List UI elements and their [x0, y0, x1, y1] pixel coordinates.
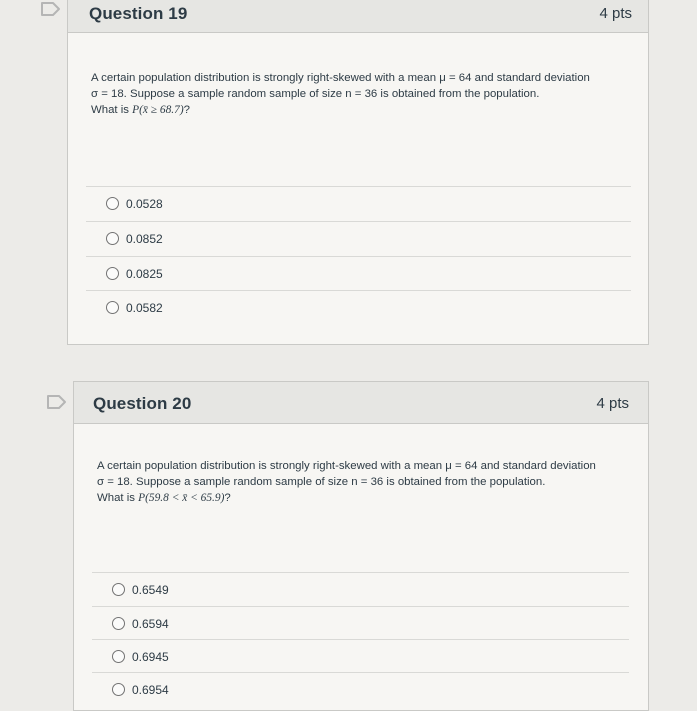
question-text-line — [97, 490, 596, 506]
answer-label: 0.6594 — [132, 616, 169, 631]
answer-option[interactable] — [92, 606, 629, 640]
answer-label: 0.0852 — [126, 231, 163, 246]
question-text-line: σ = 18. Suppose a sample random sample of size n = 36 is obtained from the population. — [91, 88, 540, 100]
question-mark: ? — [224, 492, 231, 504]
question-mark: ? — [183, 104, 190, 116]
answer-option[interactable] — [86, 221, 631, 255]
answer-label: 0.6549 — [132, 582, 169, 597]
answer-label: 0.0582 — [126, 300, 163, 315]
question-points: 4 pts — [599, 5, 632, 22]
radio-button[interactable] — [112, 617, 125, 630]
question-points: 4 pts — [596, 395, 629, 412]
radio-button[interactable] — [106, 301, 119, 314]
flag-icon[interactable] — [46, 394, 68, 410]
question-header — [68, 0, 648, 33]
question-header — [74, 382, 648, 424]
answer-option[interactable] — [92, 672, 629, 706]
question-text — [97, 458, 596, 506]
answer-option[interactable] — [92, 639, 629, 673]
radio-button[interactable] — [106, 197, 119, 210]
question-text — [91, 70, 590, 118]
answer-option[interactable] — [86, 290, 631, 324]
radio-button[interactable] — [112, 583, 125, 596]
question-card-20 — [73, 381, 649, 711]
question-text-line: A certain population distribution is strongly right-skewed with a mean μ = 64 and standard deviation — [91, 72, 590, 84]
question-title: Question 20 — [93, 394, 192, 413]
answer-label: 0.0528 — [126, 196, 163, 211]
probability-expression: P(59.8 < x̄ < 65.9) — [138, 492, 225, 504]
answer-label: 0.0825 — [126, 266, 163, 281]
radio-button[interactable] — [106, 232, 119, 245]
answer-option[interactable] — [92, 572, 629, 606]
question-text-line — [91, 102, 590, 118]
answer-option[interactable] — [86, 186, 631, 220]
radio-button[interactable] — [112, 650, 125, 663]
answer-label: 0.6954 — [132, 682, 169, 697]
question-prompt: What is — [91, 104, 133, 116]
probability-expression: P(x̄ ≥ 68.7) — [132, 104, 184, 116]
question-text-line: A certain population distribution is strongly right-skewed with a mean μ = 64 and standard deviation — [97, 460, 596, 472]
radio-button[interactable] — [112, 683, 125, 696]
radio-button[interactable] — [106, 267, 119, 280]
question-text-line: σ = 18. Suppose a sample random sample of size n = 36 is obtained from the population. — [97, 476, 546, 488]
answer-label: 0.6945 — [132, 649, 169, 664]
answer-option[interactable] — [86, 256, 631, 290]
question-card-19 — [67, 0, 649, 345]
question-title: Question 19 — [89, 4, 188, 23]
question-prompt: What is — [97, 492, 139, 504]
flag-icon[interactable] — [40, 1, 62, 17]
